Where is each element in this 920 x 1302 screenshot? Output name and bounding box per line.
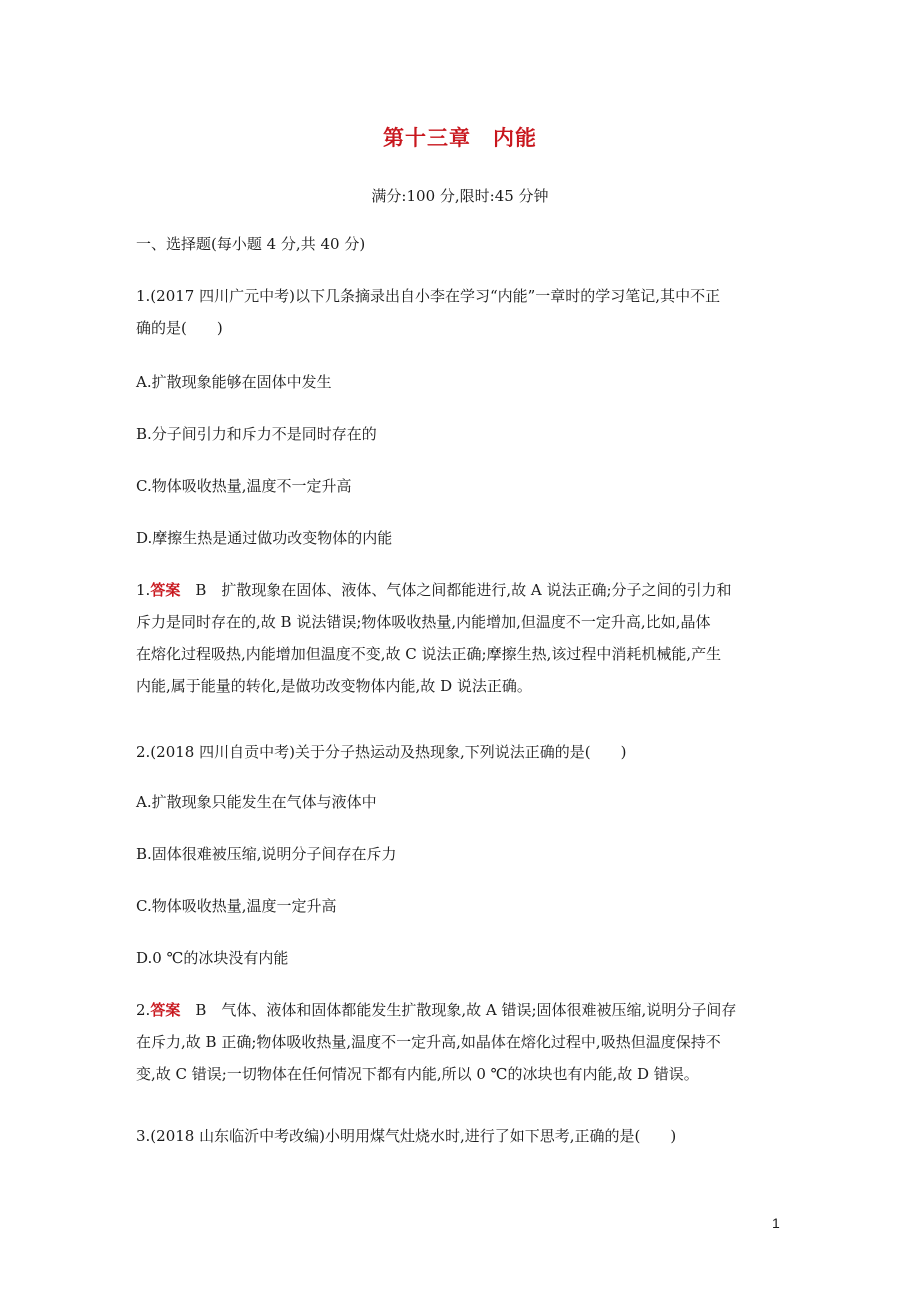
answer-2-line-1 [136,994,786,1026]
question-2-option-d: D.0 ℃的冰块没有内能 [136,949,289,967]
section-heading: 一、选择题(每小题 4 分,共 40 分) [136,235,366,253]
question-1-line-2: 确的是( ) [136,319,223,337]
question-1-option-b: B.分子间引力和斥力不是同时存在的 [136,425,377,443]
answer-1-line-3: 在熔化过程吸热,内能增加但温度不变,故 C 说法正确;摩擦生热,该过程中消耗机械能,产生 [136,645,722,663]
answer-1-line-4: 内能,属于能量的转化,是做功改变物体内能,故 D 说法正确。 [136,677,532,695]
question-3-stem: 3.(2018 山东临沂中考改编)小明用煤气灶烧水时,进行了如下思考,正确的是( ) [136,1127,677,1145]
question-2-option-a: A.扩散现象只能发生在气体与液体中 [136,793,377,811]
answer-2-number: 2. [136,1001,151,1019]
question-1-option-d: D.摩擦生热是通过做功改变物体的内能 [136,529,393,547]
answer-2-line-2: 在斥力,故 B 正确;物体吸收热量,温度不一定升高,如晶体在熔化过程中,吸热但温度保持不 [136,1033,721,1051]
answer-2-text-1: B 气体、液体和固体都能发生扩散现象,故 A 错误;固体很难被压缩,说明分子间存 [180,1001,737,1019]
question-2-stem: 2.(2018 四川自贡中考)关于分子热运动及热现象,下列说法正确的是( ) [136,743,627,761]
answer-2-label: 答案 [150,1001,181,1019]
answer-1-number: 1. [136,581,151,599]
answer-1-line-1 [136,574,786,606]
page-number: 1 [772,1215,780,1231]
question-1-stem [136,280,786,344]
answer-2-line-3: 变,故 C 错误;一切物体在任何情况下都有内能,所以 0 ℃的冰块也有内能,故 D 错误。 [136,1065,699,1083]
answer-1-label: 答案 [150,581,181,599]
question-1-line-1: 1.(2017 四川广元中考)以下几条摘录出自小李在学习“内能”一章时的学习笔记,其中不正 [136,287,721,305]
chapter-title: 第十三章 内能 [383,126,537,150]
question-2-option-c: C.物体吸收热量,温度一定升高 [136,897,337,915]
answer-1-text-1: B 扩散现象在固体、液体、气体之间都能进行,故 A 说法正确;分子之间的引力和 [180,581,732,599]
question-1-option-c: C.物体吸收热量,温度不一定升高 [136,477,352,495]
answer-1 [136,574,786,702]
question-2-option-b: B.固体很难被压缩,说明分子间存在斥力 [136,845,397,863]
answer-1-line-2: 斥力是同时存在的,故 B 说法错误;物体吸收热量,内能增加,但温度不一定升高,比如,晶体 [136,613,711,631]
question-1-option-a: A.扩散现象能够在固体中发生 [136,373,332,391]
answer-2 [136,994,786,1090]
score-time-info: 满分:100 分,限时:45 分钟 [371,187,549,205]
